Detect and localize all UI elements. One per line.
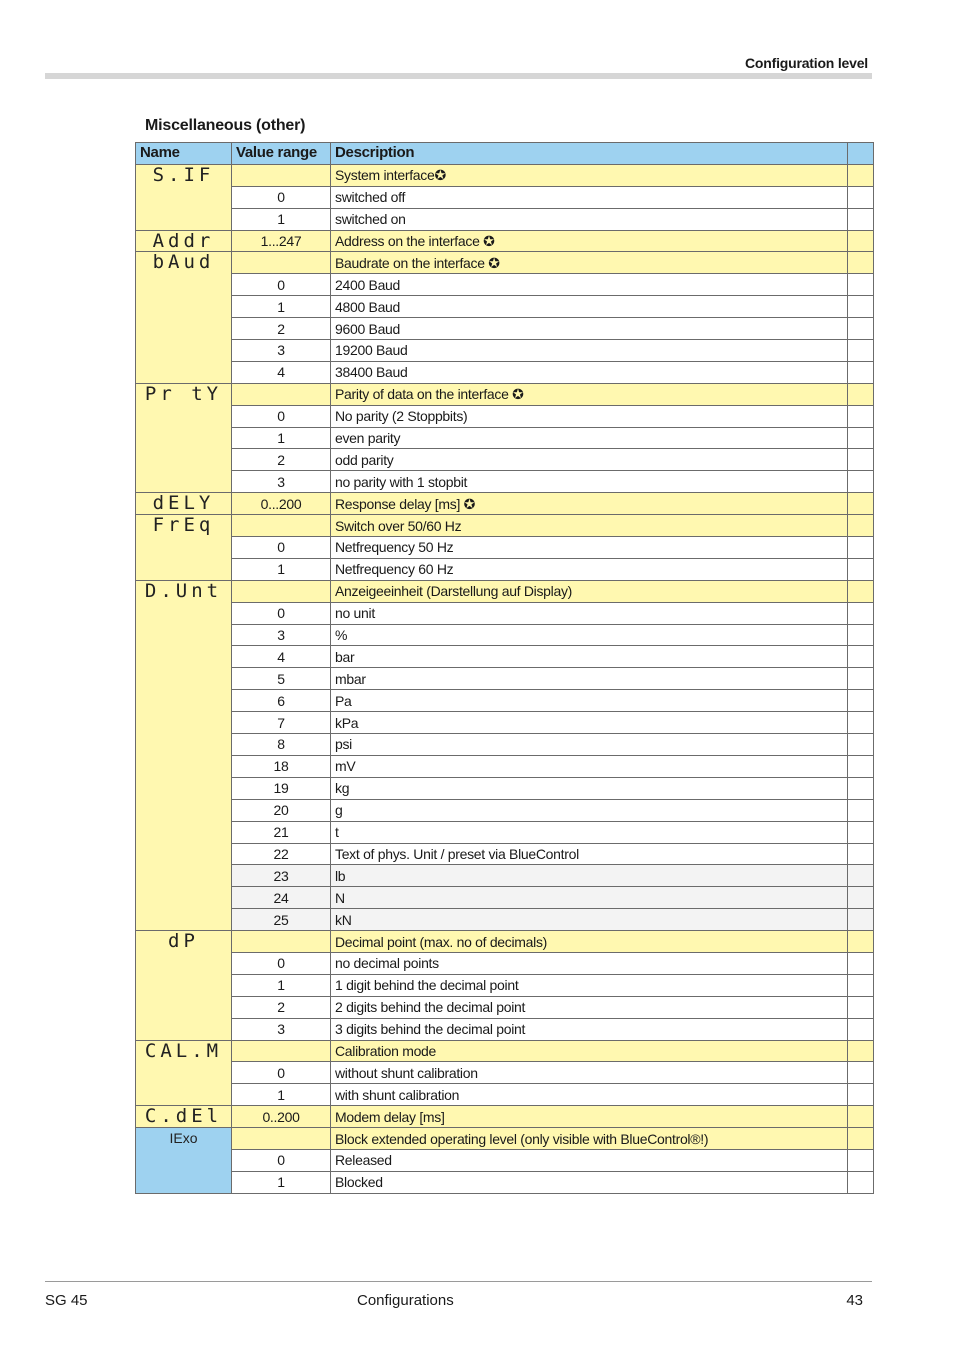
parameter-name: dELY [136, 493, 232, 515]
parameter-description: Block extended operating level (only visible with BlueControl®!) [331, 1128, 848, 1150]
option-row [136, 909, 874, 931]
option-value: 2 [232, 996, 331, 1018]
option-row [136, 1084, 874, 1106]
parameter-value-range: 0..200 [232, 1106, 331, 1128]
option-value: 7 [232, 712, 331, 734]
option-row [136, 712, 874, 734]
parameter-row [136, 580, 874, 602]
option-row [136, 821, 874, 843]
extra-cell [848, 865, 874, 887]
option-row [136, 427, 874, 449]
parameter-value-range [232, 931, 331, 953]
option-value: 1 [232, 1084, 331, 1106]
extra-cell [848, 558, 874, 580]
parameter-name: D.Unt [136, 580, 232, 930]
extra-cell [848, 296, 874, 318]
option-row [136, 799, 874, 821]
option-row [136, 296, 874, 318]
parameter-description: Anzeigeeinheit (Darstellung auf Display) [331, 580, 848, 602]
parameter-value-range [232, 164, 331, 186]
option-row [136, 755, 874, 777]
option-value: 24 [232, 887, 331, 909]
parameter-description: Baudrate on the interface ✪ [331, 252, 848, 274]
parameter-name: dP [136, 931, 232, 1040]
option-description: mbar [331, 668, 848, 690]
option-row [136, 1018, 874, 1040]
option-description: Blocked [331, 1171, 848, 1193]
option-value: 0 [232, 602, 331, 624]
extra-cell [848, 668, 874, 690]
parameter-row [136, 515, 874, 537]
option-row [136, 865, 874, 887]
option-description: 4800 Baud [331, 296, 848, 318]
option-value: 20 [232, 799, 331, 821]
option-value: 1 [232, 558, 331, 580]
parameter-row [136, 1128, 874, 1150]
option-value: 19 [232, 777, 331, 799]
option-description: 38400 Baud [331, 361, 848, 383]
column-header-value-range: Value range [232, 143, 331, 165]
option-row [136, 602, 874, 624]
extra-cell [848, 1062, 874, 1084]
extra-cell [848, 974, 874, 996]
parameter-description: Response delay [ms] ✪ [331, 493, 848, 515]
option-description: no decimal points [331, 952, 848, 974]
option-description: with shunt calibration [331, 1084, 848, 1106]
option-description: 19200 Baud [331, 340, 848, 362]
extra-cell [848, 887, 874, 909]
option-value: 0 [232, 952, 331, 974]
option-description: even parity [331, 427, 848, 449]
parameter-value-range [232, 252, 331, 274]
extra-cell [848, 1106, 874, 1128]
option-description: bar [331, 646, 848, 668]
option-row [136, 996, 874, 1018]
option-description: Netfrequency 50 Hz [331, 537, 848, 559]
parameter-name: bAud [136, 252, 232, 383]
extra-cell [848, 449, 874, 471]
option-value: 0 [232, 537, 331, 559]
option-row [136, 340, 874, 362]
extra-cell [848, 734, 874, 756]
extra-cell [848, 252, 874, 274]
option-row [136, 208, 874, 230]
option-description: Netfrequency 60 Hz [331, 558, 848, 580]
option-value: 2 [232, 449, 331, 471]
option-value: 1 [232, 208, 331, 230]
option-value: 3 [232, 340, 331, 362]
option-row [136, 690, 874, 712]
option-description: g [331, 799, 848, 821]
option-value: 3 [232, 471, 331, 493]
option-description: % [331, 624, 848, 646]
table-header-row [136, 143, 874, 165]
option-description: N [331, 887, 848, 909]
parameter-name: S.IF [136, 164, 232, 230]
extra-cell [848, 1128, 874, 1150]
extra-cell [848, 624, 874, 646]
option-value: 1 [232, 427, 331, 449]
option-value: 0 [232, 274, 331, 296]
extra-cell [848, 952, 874, 974]
extra-cell [848, 208, 874, 230]
option-row [136, 646, 874, 668]
extra-cell [848, 230, 874, 252]
extra-cell [848, 537, 874, 559]
option-row [136, 537, 874, 559]
option-description: kg [331, 777, 848, 799]
option-value: 5 [232, 668, 331, 690]
extra-cell [848, 777, 874, 799]
extra-cell [848, 712, 874, 734]
extra-cell [848, 931, 874, 953]
parameter-name: IExo [136, 1128, 232, 1194]
parameter-row [136, 164, 874, 186]
option-description: 9600 Baud [331, 318, 848, 340]
extra-cell [848, 799, 874, 821]
parameter-row [136, 1040, 874, 1062]
option-value: 0 [232, 1149, 331, 1171]
extra-cell [848, 383, 874, 405]
option-row [136, 734, 874, 756]
option-row [136, 361, 874, 383]
option-description: Pa [331, 690, 848, 712]
option-row [136, 186, 874, 208]
extra-cell [848, 274, 874, 296]
parameter-description: Calibration mode [331, 1040, 848, 1062]
option-row [136, 974, 874, 996]
parameter-value-range [232, 383, 331, 405]
parameter-name: Pr tY [136, 383, 232, 492]
parameter-description: Modem delay [ms] [331, 1106, 848, 1128]
option-description: switched on [331, 208, 848, 230]
extra-cell [848, 996, 874, 1018]
extra-cell [848, 843, 874, 865]
option-value: 18 [232, 755, 331, 777]
column-header-extra [848, 143, 874, 165]
parameter-row [136, 931, 874, 953]
parameter-row [136, 493, 874, 515]
extra-cell [848, 361, 874, 383]
parameter-row [136, 383, 874, 405]
extra-cell [848, 1171, 874, 1193]
option-description: kN [331, 909, 848, 931]
column-header-name: Name [136, 143, 232, 165]
option-value: 4 [232, 361, 331, 383]
parameter-value-range [232, 515, 331, 537]
option-row [136, 449, 874, 471]
parameter-value-range [232, 580, 331, 602]
option-value: 3 [232, 1018, 331, 1040]
parameter-name: C.dEl [136, 1106, 232, 1128]
parameter-value-range [232, 1128, 331, 1150]
option-row [136, 952, 874, 974]
extra-cell [848, 515, 874, 537]
option-row [136, 1149, 874, 1171]
parameter-description: Decimal point (max. no of decimals) [331, 931, 848, 953]
option-value: 21 [232, 821, 331, 843]
extra-cell [848, 1040, 874, 1062]
option-value: 0 [232, 186, 331, 208]
option-value: 0 [232, 405, 331, 427]
option-row [136, 668, 874, 690]
extra-cell [848, 602, 874, 624]
option-value: 23 [232, 865, 331, 887]
option-row [136, 777, 874, 799]
option-description: lb [331, 865, 848, 887]
running-header-title: Configuration level [745, 55, 868, 71]
extra-cell [848, 340, 874, 362]
extra-cell [848, 580, 874, 602]
option-value: 6 [232, 690, 331, 712]
option-description: switched off [331, 186, 848, 208]
parameter-row [136, 1106, 874, 1128]
parameter-description: Parity of data on the interface ✪ [331, 383, 848, 405]
option-value: 22 [232, 843, 331, 865]
option-description: odd parity [331, 449, 848, 471]
extra-cell [848, 1018, 874, 1040]
parameter-description: Switch over 50/60 Hz [331, 515, 848, 537]
option-value: 8 [232, 734, 331, 756]
option-value: 2 [232, 318, 331, 340]
section-title: Miscellaneous (other) [145, 117, 306, 134]
extra-cell [848, 821, 874, 843]
option-description: Released [331, 1149, 848, 1171]
option-value: 25 [232, 909, 331, 931]
option-description: 2 digits behind the decimal point [331, 996, 848, 1018]
option-description: 2400 Baud [331, 274, 848, 296]
parameter-description: Address on the interface ✪ [331, 230, 848, 252]
extra-cell [848, 1084, 874, 1106]
option-row [136, 887, 874, 909]
parameter-name: Addr [136, 230, 232, 252]
option-row [136, 471, 874, 493]
parameter-table [135, 142, 874, 1194]
parameter-row [136, 252, 874, 274]
extra-cell [848, 690, 874, 712]
option-description: no parity with 1 stopbit [331, 471, 848, 493]
footer-device-name: SG 45 [45, 1292, 88, 1309]
option-row [136, 558, 874, 580]
option-description: 3 digits behind the decimal point [331, 1018, 848, 1040]
parameter-row [136, 230, 874, 252]
parameter-value-range: 0...200 [232, 493, 331, 515]
header-rule [45, 73, 872, 79]
table-body [136, 164, 874, 1193]
parameter-name: CAL.M [136, 1040, 232, 1106]
column-header-description: Description [331, 143, 848, 165]
option-value: 1 [232, 296, 331, 318]
footer-page-number: 43 [846, 1292, 863, 1309]
option-row [136, 624, 874, 646]
option-description: no unit [331, 602, 848, 624]
option-value: 1 [232, 974, 331, 996]
extra-cell [848, 164, 874, 186]
option-description: No parity (2 Stoppbits) [331, 405, 848, 427]
option-description: mV [331, 755, 848, 777]
option-description: t [331, 821, 848, 843]
extra-cell [848, 318, 874, 340]
option-row [136, 1062, 874, 1084]
extra-cell [848, 405, 874, 427]
option-description: psi [331, 734, 848, 756]
option-row [136, 843, 874, 865]
extra-cell [848, 755, 874, 777]
extra-cell [848, 909, 874, 931]
option-value: 1 [232, 1171, 331, 1193]
option-value: 4 [232, 646, 331, 668]
extra-cell [848, 1149, 874, 1171]
parameter-description: System interface✪ [331, 164, 848, 186]
option-row [136, 318, 874, 340]
option-row [136, 405, 874, 427]
option-value: 0 [232, 1062, 331, 1084]
option-description: Text of phys. Unit / preset via BlueControl [331, 843, 848, 865]
option-description: 1 digit behind the decimal point [331, 974, 848, 996]
option-description: without shunt calibration [331, 1062, 848, 1084]
parameter-value-range [232, 1040, 331, 1062]
extra-cell [848, 493, 874, 515]
extra-cell [848, 471, 874, 493]
extra-cell [848, 427, 874, 449]
option-row [136, 274, 874, 296]
footer-section-name: Configurations [357, 1292, 454, 1309]
option-description: kPa [331, 712, 848, 734]
extra-cell [848, 646, 874, 668]
option-row [136, 1171, 874, 1193]
option-value: 3 [232, 624, 331, 646]
parameter-name: FrEq [136, 515, 232, 581]
footer-rule [45, 1281, 872, 1282]
parameter-value-range: 1...247 [232, 230, 331, 252]
extra-cell [848, 186, 874, 208]
